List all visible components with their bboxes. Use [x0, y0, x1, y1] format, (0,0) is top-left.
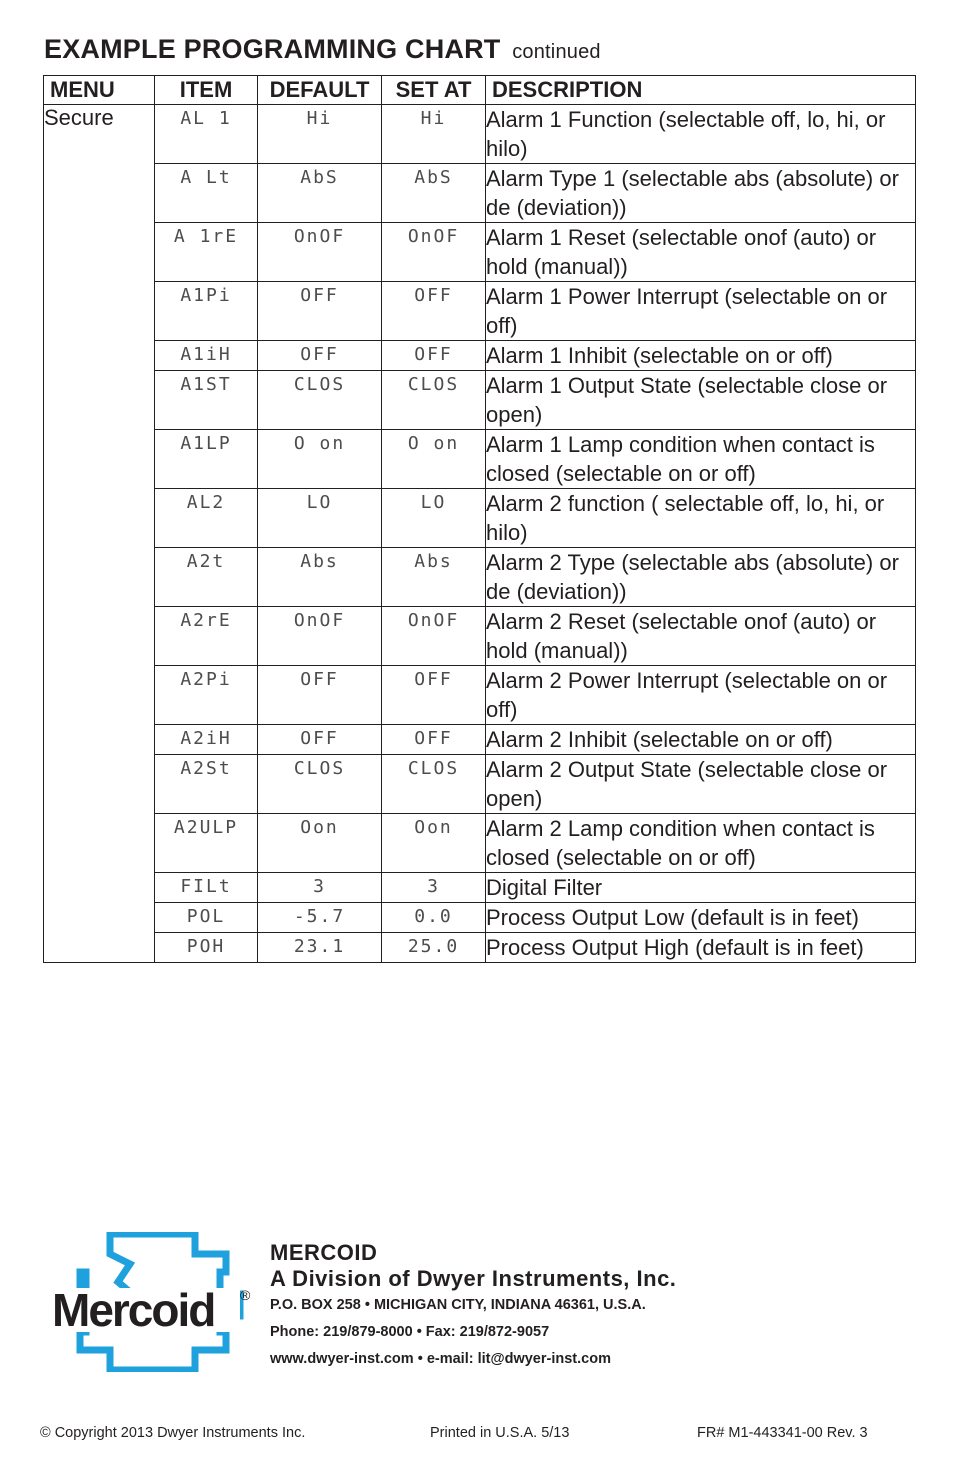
- default-cell: OFF: [258, 666, 382, 725]
- default-cell: AbS: [258, 164, 382, 223]
- set-at-cell: CLOS: [382, 371, 486, 430]
- set-at-cell: CLOS: [382, 755, 486, 814]
- table-row: [44, 755, 916, 814]
- default-cell: LO: [258, 489, 382, 548]
- default-cell: 3: [258, 873, 382, 903]
- table-row: [44, 666, 916, 725]
- set-at-cell: Abs: [382, 548, 486, 607]
- title-main: EXAMPLE PROGRAMMING CHART: [44, 34, 501, 64]
- default-cell: O on: [258, 430, 382, 489]
- set-at-cell: OFF: [382, 282, 486, 341]
- set-at-cell: AbS: [382, 164, 486, 223]
- set-at-cell: 0.0: [382, 903, 486, 933]
- description-cell: Process Output Low (default is in feet): [486, 903, 916, 933]
- default-cell: OFF: [258, 341, 382, 371]
- item-cell: A2rE: [155, 607, 258, 666]
- item-cell: A1LP: [155, 430, 258, 489]
- item-cell: A2St: [155, 755, 258, 814]
- default-cell: 23.1: [258, 933, 382, 963]
- menu-cell: Secure: [44, 105, 155, 963]
- table-row: [44, 725, 916, 755]
- item-cell: POH: [155, 933, 258, 963]
- item-cell: A1ST: [155, 371, 258, 430]
- table-row: [44, 873, 916, 903]
- description-cell: Alarm 1 Power Interrupt (selectable on or off): [486, 282, 916, 341]
- item-cell: A2t: [155, 548, 258, 607]
- company-name: MERCOID: [270, 1240, 378, 1265]
- form-number: FR# M1-443341-00 Rev. 3: [697, 1425, 868, 1441]
- default-cell: CLOS: [258, 755, 382, 814]
- description-cell: Process Output High (default is in feet): [486, 933, 916, 963]
- item-cell: A2iH: [155, 725, 258, 755]
- item-cell: A1iH: [155, 341, 258, 371]
- default-cell: OFF: [258, 725, 382, 755]
- header-default: DEFAULT: [258, 76, 382, 105]
- description-cell: Alarm 1 Output State (selectable close or open): [486, 371, 916, 430]
- company-phone-fax: Phone: 219/879-8000 • Fax: 219/872-9057: [270, 1324, 550, 1340]
- description-cell: Alarm 2 Lamp condition when contact is closed (selectable on or off): [486, 814, 916, 873]
- printed-text: Printed in U.S.A. 5/13: [430, 1425, 570, 1441]
- set-at-cell: Oon: [382, 814, 486, 873]
- set-at-cell: 25.0: [382, 933, 486, 963]
- company-address: P.O. BOX 258 • MICHIGAN CITY, INDIANA 46361, U.S.A.: [270, 1297, 646, 1313]
- set-at-cell: OFF: [382, 341, 486, 371]
- header-menu: MENU: [44, 76, 155, 105]
- item-cell: FILt: [155, 873, 258, 903]
- set-at-cell: OFF: [382, 666, 486, 725]
- description-cell: Alarm Type 1 (selectable abs (absolute) or de (deviation)): [486, 164, 916, 223]
- default-cell: OnOF: [258, 607, 382, 666]
- default-cell: Oon: [258, 814, 382, 873]
- default-cell: OFF: [258, 282, 382, 341]
- company-web-email: www.dwyer-inst.com • e-mail: lit@dwyer-inst.com: [270, 1351, 611, 1367]
- set-at-cell: Hi: [382, 105, 486, 164]
- item-cell: AL 1: [155, 105, 258, 164]
- header-item: ITEM: [155, 76, 258, 105]
- table-body: [44, 105, 916, 963]
- table-row: [44, 933, 916, 963]
- default-cell: Hi: [258, 105, 382, 164]
- description-cell: Alarm 2 Output State (selectable close or open): [486, 755, 916, 814]
- item-cell: A Lt: [155, 164, 258, 223]
- set-at-cell: O on: [382, 430, 486, 489]
- company-info: [270, 1240, 676, 1373]
- description-cell: Alarm 2 Type (selectable abs (absolute) or de (deviation)): [486, 548, 916, 607]
- item-cell: A 1rE: [155, 223, 258, 282]
- item-cell: POL: [155, 903, 258, 933]
- item-cell: AL2: [155, 489, 258, 548]
- set-at-cell: OnOF: [382, 607, 486, 666]
- registered-mark: ®: [240, 1287, 251, 1303]
- logo-wordmark: Mercoid: [52, 1284, 215, 1336]
- mercoid-logo: [50, 1232, 260, 1372]
- description-cell: Alarm 2 Inhibit (selectable on or off): [486, 725, 916, 755]
- header-set-at: SET AT: [382, 76, 486, 105]
- item-cell: A2ULP: [155, 814, 258, 873]
- title-suffix: continued: [512, 41, 601, 63]
- programming-chart-table: [43, 75, 916, 963]
- table-row: [44, 282, 916, 341]
- description-cell: Alarm 1 Lamp condition when contact is closed (selectable on or off): [486, 430, 916, 489]
- description-cell: Alarm 2 Power Interrupt (selectable on or off): [486, 666, 916, 725]
- copyright-text: © Copyright 2013 Dwyer Instruments Inc.: [40, 1425, 306, 1441]
- set-at-cell: 3: [382, 873, 486, 903]
- table-row: [44, 430, 916, 489]
- table-header-row: [44, 76, 916, 105]
- table-row: [44, 105, 916, 164]
- table-row: [44, 341, 916, 371]
- description-cell: Alarm 2 function ( selectable off, lo, hi, or hilo): [486, 489, 916, 548]
- item-cell: A2Pi: [155, 666, 258, 725]
- default-cell: -5.7: [258, 903, 382, 933]
- item-cell: A1Pi: [155, 282, 258, 341]
- default-cell: Abs: [258, 548, 382, 607]
- table-row: [44, 164, 916, 223]
- description-cell: Alarm 1 Reset (selectable onof (auto) or hold (manual)): [486, 223, 916, 282]
- header-description: DESCRIPTION: [486, 76, 916, 105]
- description-cell: Alarm 2 Reset (selectable onof (auto) or hold (manual)): [486, 607, 916, 666]
- table-row: [44, 548, 916, 607]
- default-cell: OnOF: [258, 223, 382, 282]
- company-division: A Division of Dwyer Instruments, Inc.: [270, 1266, 677, 1291]
- default-cell: CLOS: [258, 371, 382, 430]
- description-cell: Digital Filter: [486, 873, 916, 903]
- set-at-cell: OnOF: [382, 223, 486, 282]
- set-at-cell: LO: [382, 489, 486, 548]
- table-row: [44, 903, 916, 933]
- table-row: [44, 489, 916, 548]
- table-row: [44, 371, 916, 430]
- table-row: [44, 607, 916, 666]
- description-cell: Alarm 1 Function (selectable off, lo, hi, or hilo): [486, 105, 916, 164]
- page-title: [44, 34, 601, 65]
- set-at-cell: OFF: [382, 725, 486, 755]
- description-cell: Alarm 1 Inhibit (selectable on or off): [486, 341, 916, 371]
- table-row: [44, 814, 916, 873]
- table-row: [44, 223, 916, 282]
